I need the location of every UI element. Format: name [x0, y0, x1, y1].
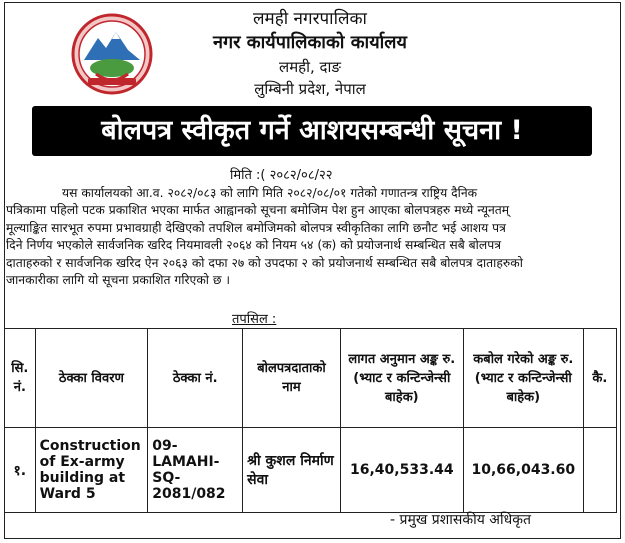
cell-estimate: 16,40,533.44: [340, 428, 463, 513]
header-contract-no: ठेक्का नं.: [148, 329, 243, 428]
notice-title-banner: बोलपत्र स्वीकृत गर्ने आशयसम्बन्धी सूचना !: [32, 106, 592, 156]
body-line: जानकारीका लागि यो सूचना प्रकाशित गरिएको छ ।: [6, 273, 231, 288]
cell-contract-no: 09-LAMAHI-SQ-2081/082: [148, 428, 243, 513]
schedule-label: तपसिल :: [232, 312, 277, 327]
header-bid-amount: कबोल गरेको अङ्क रु. (भ्याट र कन्टिन्जेन्सी बाहेक): [463, 329, 583, 428]
municipality-name: लमही नगरपालिका: [253, 9, 367, 29]
header-description: ठेक्का विवरण: [35, 329, 148, 428]
body-line: दाताहरुको र सार्वजनिक खरिद ऐन २०६३ को दफा २७ को उपदफा २ को प्रयोजनार्थ सम्बन्धित सबै बोलपत्र दाताहरुको: [6, 255, 523, 270]
header-remarks: कै.: [583, 329, 616, 428]
body-line: पत्रिकामा पहिलो पटक प्रकाशित भएका मार्फत आह्वानको सूचना बमोजिम पेश हुन आएका बोलपत्रहरु मध्ये न्यूनतम्: [6, 203, 510, 218]
table-header-row: [5, 329, 617, 428]
cell-remarks: [583, 428, 616, 513]
header-serial: सि. नं.: [5, 329, 36, 428]
header-bidder: बोलपत्रदाताको नाम: [243, 329, 341, 428]
body-line: दिने निर्णय भएकोले सार्वजनिक खरिद नियमावली २०६४ को नियम ५४ (क) को प्रयोजनार्थ सम्बन्धित सबै बोलपत्र: [6, 238, 501, 253]
cell-serial: १.: [5, 428, 36, 513]
office-name: नगर कार्यपालिकाको कार्यालय: [213, 32, 407, 53]
notice-body: [6, 185, 614, 289]
cell-bid-amount: 10,66,043.60: [463, 428, 583, 513]
notice-date: मिति :( २०८२/०८/२२: [230, 168, 333, 183]
cell-bidder: श्री कुशल निर्माण सेवा: [243, 428, 341, 513]
province-name: लुम्बिनी प्रदेश, नेपाल: [254, 80, 366, 98]
cell-description: Construction of Ex-army building at Ward 5: [35, 428, 148, 513]
nepal-emblem-icon: [70, 12, 154, 96]
table-row: [5, 428, 617, 513]
header-estimate: लागत अनुमान अङ्क रु. (भ्याट र कन्टिन्जेन्सी बाहेक): [340, 329, 463, 428]
signature-officer: - प्रमुख प्रशासकीय अधिकृत: [390, 512, 531, 528]
office-location: लमही, दाङ: [279, 58, 341, 76]
body-line: यस कार्यालयको आ.व. २०८२/०८३ को लागि मिति २०८२/०८/०१ गतेको गणातन्त्र राष्ट्रिय दैनिक: [62, 186, 478, 200]
body-line: मूल्याङ्कित सारभूत रुपमा प्रभावग्राही देखिएको तपशिल बमोजिमको बोलपत्र स्वीकृतिका लागि छनौट भई आशय पत्र: [6, 220, 506, 235]
bid-table: [4, 328, 617, 513]
